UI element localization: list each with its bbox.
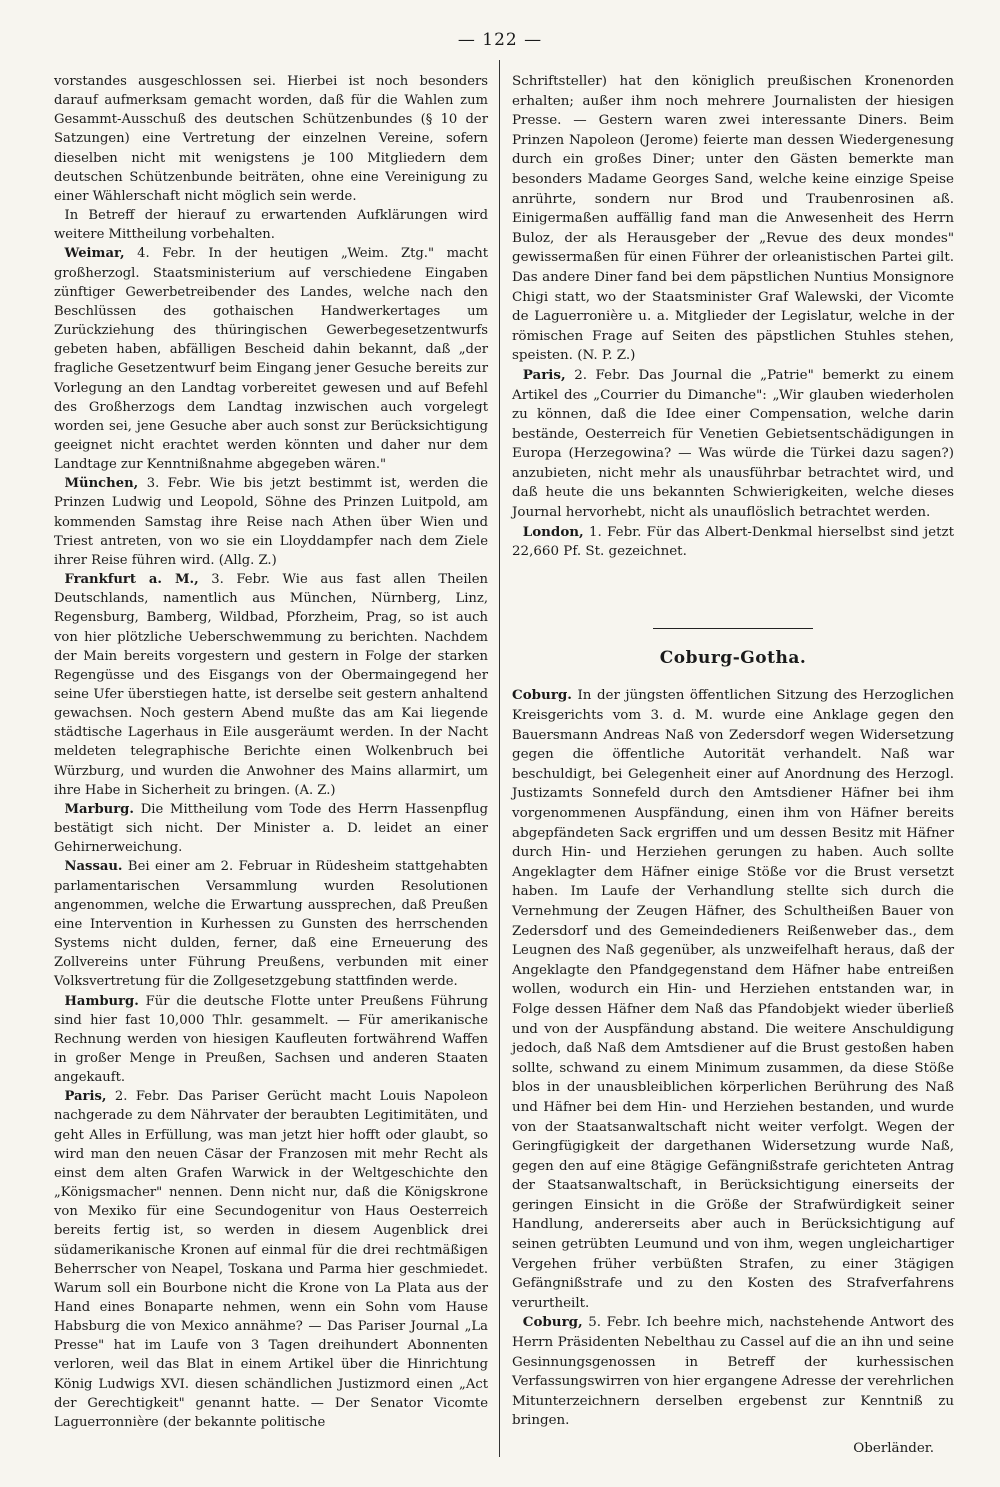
article-text: 4. Febr. In der heutigen „Weim. Ztg." macht großherzogl. Staatsministerium auf verschiedene Eingaben zünftiger Gewerbetreibender des Landes, welche nach den Beschlüssen des gothaischen Handwerkertages um Zurückziehung des thüringischen Gewerbegesetzentwurfs gebeten haben, abfälligen Bescheid dahin bekannt, daß „der fragliche Gesetzentwurf beim Eingang jener Gesuche bereits zur Vorlegung an den Landtag vorbereitet gewesen und auf Befehl des Großherzogs dem Landtag inzwischen auch vorgelegt worden sei, jene Gesuche aber auch sonst zur Berücksichtigung geeignet nicht erachtet werden könnten und daher nur dem Landtage zur Kenntnißnahme abgegeben wären.": [54, 246, 488, 473]
right-column: [512, 72, 954, 1459]
dateline: Coburg.: [512, 687, 572, 704]
article-text: 2. Febr. Das Pariser Gerücht macht Louis Napoleon nachgerade zu dem Nährvater der beraubten Legitimitäten, und geht Alles in Erfüllung, was man jetzt hier hofft oder glaubt, so wird man den neuen Cäsar der Franzosen mit mehr Recht als einst dem alten Grafen Warwick in der Weltgeschichte den „Königsmacher" nennen. Denn nicht nur, daß die Königskrone von Mexiko für eine Secundogenitur von Haus Oesterreich bereits fertig ist, so werden in diesem Augenblick drei südamerikanische Kronen auf einmal für die drei rechtmäßigen Beherrscher von Neapel, Toskana und Parma hier geschmiedet. Warum soll ein Bourbone nicht die Krone von La Plata aus der Hand eines Bonaparte nehmen, wenn ein Sohn vom Hause Habsburg die von Mexico annähme? — Das Pariser Journal „La Presse" hat im Laufe von 3 Tagen dreihundert Abonnenten verloren, weil das Blat in einem Artikel über die Hinrichtung König Ludwigs XVI. diesen schändlichen Justizmord einen „Act der Gerechtigkeit" genannt hatte. — Der Senator Vicomte Laguerronnière (der bekannte politische: [54, 1089, 488, 1430]
article-marburg: [54, 800, 488, 857]
column-rule: [499, 60, 500, 1457]
article-text: 3. Febr. Wie bis jetzt bestimmt ist, werden die Prinzen Ludwig und Leopold, Söhne des Prinzen Luitpold, am kommenden Samstag ihre Reise nach Athen über Wien und Triest antreten, von wo sie ein Lloyddampfer nach dem Ziele ihrer Reise führen wird.: [54, 476, 488, 568]
dateline: London,: [522, 523, 584, 540]
dateline: Paris,: [64, 1089, 107, 1105]
article-text: Bei einer am 2. Februar in Rüdesheim stattgehabten parlamentarischen Versammlung wurden Resolutionen angenommen, welche die Erwartung aussprechen, daß Preußen eine Intervention in Kurhessen zu Gunsten des herrschenden Systems nicht dulden, ferner, daß eine Erneuerung des Zollvereins unter Führung Preußens, verbunden mit einer Volksvertretung für die Zollgesetzgebung stattfinden werde.: [54, 859, 488, 990]
article-coburg-1: [512, 686, 954, 1313]
dateline: Marburg.: [64, 801, 134, 817]
article-paragraph: vorstandes ausgeschlossen sei. Hierbei ist noch besonders darauf aufmerksam gemacht worden, daß für die Wahlen zum Gesammt-Ausschuß des deutschen Schützenbundes (§ 10 der Satzungen) eine Vertretung der einzelnen Vereine, sofern dieselben nicht mit wenigstens je 100 Mitgliedern dem deutschen Schützenbunde beiträten, ohne eine Vereinigung zu einer Wählerschaft nicht möglich sein werde.: [54, 74, 488, 204]
article-text: Für die deutsche Flotte unter Preußens Führung sind hier fast 10,000 Thlr. gesammelt. — Für amerikanische Rechnung werden von hiesigen Kaufleuten fortwährend Waffen in großer Menge in Preußen, Sachsen und anderen Staaten angekauft.: [54, 993, 488, 1086]
source-reference: (N. P. Z.): [577, 348, 636, 364]
dateline: Hamburg.: [64, 993, 139, 1009]
article-london: [512, 523, 954, 562]
section-divider: [653, 628, 813, 629]
article-hamburg: [54, 992, 488, 1088]
article-paris-2: [512, 366, 954, 523]
section-title: Coburg-Gotha.: [659, 647, 807, 668]
article-frankfurt: [54, 570, 488, 800]
page-number: — 122 —: [457, 30, 543, 50]
article-paris: [54, 1087, 488, 1432]
article-text: In der jüngsten öffentlichen Sitzung des Herzoglichen Kreisgerichts vom 3. d. M. wurde eine Anklage gegen den Bauersmann Andreas Naß von Zedersdorf wegen Widersetzung gegen die öffentliche Autorität verhandelt. Naß war beschuldigt, bei Gelegenheit einer auf Anordnung des Herzogl. Justizamts Sonnefeld durch den Amtsdiener Häfner bei ihm vorgenommenen Auspfändung, einen ihm von Häfner bereits abgepfändeten Sack ergriffen und um dessen Besitz mit Häfner durch Hin- und Herziehen gerungen zu haben. Auch sollte Angeklagter dem Häfner einige Stöße vor die Brust versetzt haben. Im Laufe der Verhandlung stellte sich durch die Vernehmung der Zeugen Häfner, des Schultheißen Bauer von Zedersdorf und des Gemeindedieners Reißenweber das., dem Leugnen des Naß gegenüber, als unzweifelhaft heraus, daß der Angeklagte den Pfandgegenstand dem Häfner habe entreißen wollen, wodurch ein Hin- und Herziehen entstanden war, in Folge dessen Häfner dem Naß das Pfandobjekt wieder überließ und von der Auspfändung abstand. Die weitere Anschuldigung jedoch, daß Naß dem Amtsdiener auf die Brust gestoßen haben sollte, schwand zu einem Minimum zusammen, da diese Stöße blos in der unausbleiblichen körperlichen Berührung des Naß und Häfner bei dem Hin- und Herziehen bestanden, und wurde von der Staatsanwaltschaft nicht weiter verfolgt. Wegen der Geringfügigkeit der dargethanen Widersetzung wurde Naß, gegen den auf eine 8tägige Gefängnißstrafe gerichteten Antrag der Staatsanwaltschaft, in Berücksichtigung einerseits der geringen Einsicht in die Größe der Strafwürdigkeit seiner Handlung, andererseits aber auch in Berücksichtigung auf seinen getrübten Leumund und von ihm, wegen ungleichartiger Vergehen früher verbüßten Strafen, zu einer 3tägigen Gefängnißstrafe und zu den Kosten des Strafverfahrens verurtheilt.: [512, 688, 954, 1311]
article-nassau: [54, 857, 488, 991]
article-text: Schriftsteller) hat den königlich preußischen Kronenorden erhalten; außer ihm noch mehrere Journalisten der hiesigen Presse. — Gestern waren zwei interessante Diners. Beim Prinzen Napoleon (Jerome) feierte man dessen Wiedergenesung durch ein großes Diner; unter den Gästen bemerkte man besonders Madame Georges Sand, welche keine einzige Speise anrührte, sondern nur Brod und Traubenrosinen aß. Einigermaßen auffällig fand man die Anwesenheit des Herrn Buloz, der als Herausgeber der „Revue des deux mondes" gewissermaßen für einen Führer der orleanistischen Partei gilt. Das andere Diner fand bei dem päpstlichen Nuntius Monsignore Chigi statt, wo der Staatsminister Graf Walewski, der Vicomte de Laguerronière u. a. Mitglieder der Legislatur, welche in der römischen Frage auf Seiten des päpstlichen Stuhles stehen, speisten.: [512, 74, 954, 364]
dateline: Weimar,: [64, 246, 125, 262]
dateline: Paris,: [522, 366, 566, 383]
article-text: 2. Febr. Das Journal die „Patrie" bemerkt zu einem Artikel des „Courrier du Dimanche": „Wir glauben wiederholen zu können, daß die Idee einer Compensation, welche darin bestände, Oesterreich für Venetien Gebietsentschädigungen in Europa (Herzegowina? — Was würde die Türkei dazu sagen?) anzubieten, nicht mehr als unausführbar betrachtet wird, und daß heute die uns bekannten Schwierigkeiten, welche dieses Journal hervorhebt, nicht als unauflöslich betrachtet werden.: [512, 367, 954, 521]
dateline: München,: [64, 476, 139, 492]
dateline: Coburg,: [522, 1314, 583, 1331]
left-column: [54, 72, 488, 1432]
signature: Oberländer.: [853, 1441, 934, 1456]
dateline: Frankfurt a. M.,: [64, 572, 199, 588]
article-paris-continued: [512, 72, 954, 366]
article-text: 3. Febr. Wie aus fast allen Theilen Deutschlands, namentlich aus München, Nürnberg, Linz, Regensburg, Bamberg, Wildbad, Pforzheim, Prag, so ist auch von hier plötzliche Ueberschwemmung zu berichten. Nachdem der Main bereits vorgestern und gestern in Folge der starken Regengüsse und des Eisgangs von der Obermaingegend her seine Ufer überstiegen hatte, ist derselbe seit gestern anhaltend gewachsen. Noch gestern Abend mußte das am Kai liegende städtische Lagerhaus in Eile ausgeräumt werden. In der Nacht meldeten telegraphische Berichte einen Wolkenbruch bei Würzburg, und wurden die Anwohner des Mains allarmirt, um ihre Habe in Sicherheit zu bringen.: [54, 572, 488, 798]
article-text: 5. Febr. Ich beehre mich, nachstehende Antwort des Herrn Präsidenten Nebelthau zu Cassel auf die an ihn und seine Gesinnungsgenossen in Betreff der kurhessischen Verfassungswirren von hier ergangene Adresse der verehrlichen Mitunterzeichnern derselben ergebenst zur Kenntniß zu bringen.: [512, 1315, 954, 1429]
source-reference: (Allg. Z.): [218, 552, 277, 568]
article-muenchen: [54, 474, 488, 570]
article-coburg-2: [512, 1313, 954, 1431]
dateline: Nassau.: [64, 859, 123, 875]
article-weimar: [54, 244, 488, 474]
source-reference: (A. Z.): [294, 782, 336, 798]
article-paragraph: In Betreff der hierauf zu erwartenden Aufklärungen wird weitere Mittheilung vorbehalten.: [54, 208, 488, 243]
article-text: Die Mittheilung vom Tode des Herrn Hassenpflug bestätigt sich nicht. Der Minister a. D. leidet an einer Gehirnerweichung.: [54, 801, 488, 856]
article-text: 1. Febr. Für das Albert-Denkmal hierselbst sind jetzt 22,660 Pf. St. gezeichnet.: [512, 524, 954, 560]
